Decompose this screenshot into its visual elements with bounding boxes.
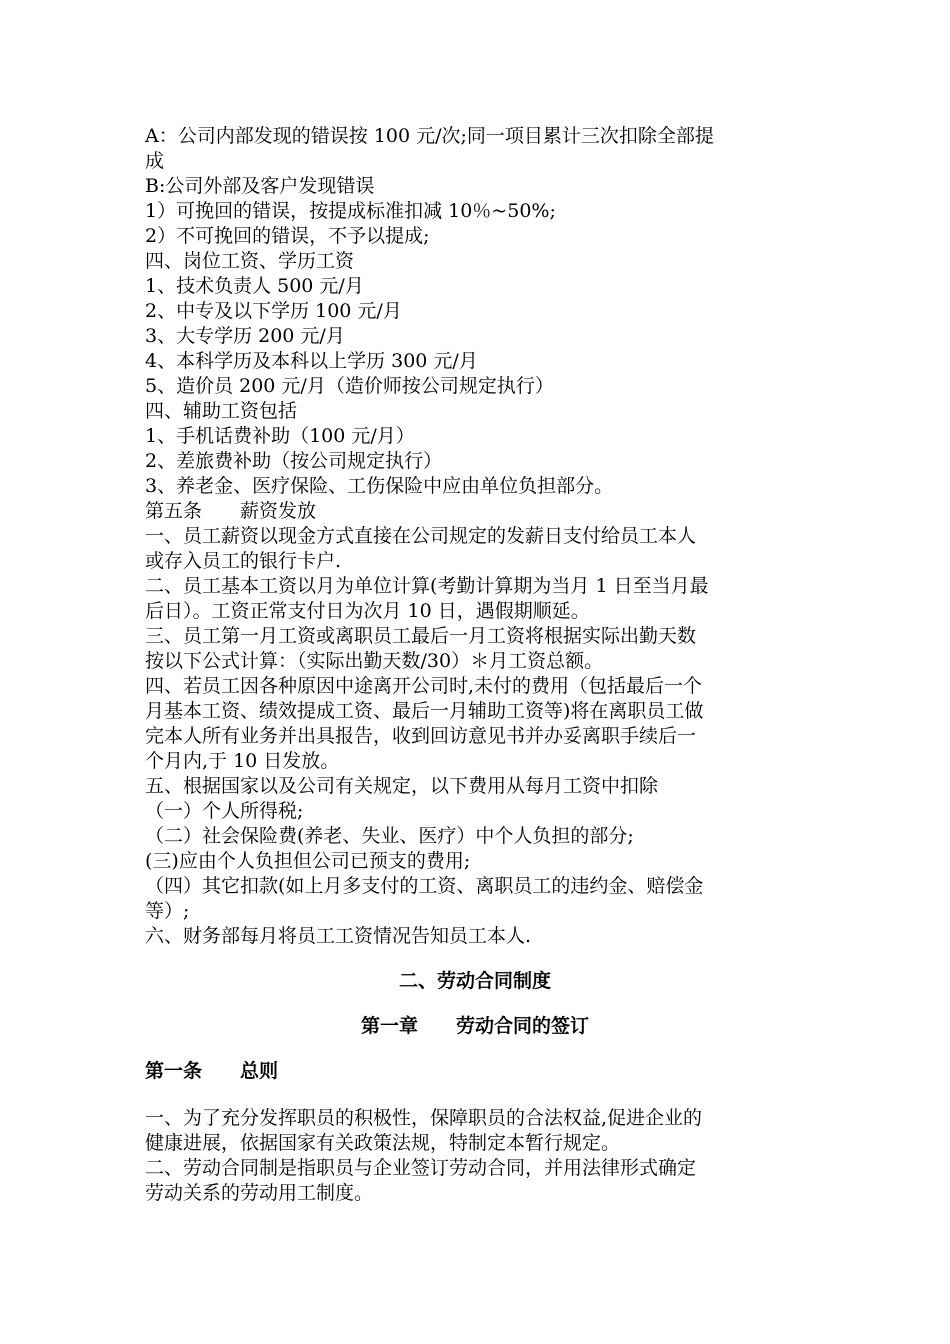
body-text-line: 四、若员工因各种原因中途离开公司时,未付的费用（包括最后一个 [145,675,703,697]
article-heading: 第一条 总则 [145,1060,279,1082]
body-text-line: 按以下公式计算：（实际出勤天数/30）＊月工资总额。 [145,650,604,672]
body-text-line: （四）其它扣款(如上月多支付的工资、离职员工的违约金、赔偿金 [145,875,704,897]
contract-general-rules [145,1106,805,1206]
document-page [145,124,805,1206]
body-text-line: 3、大专学历 200 元/月 [145,325,345,347]
article-body-spacer [145,1084,805,1106]
body-text-line: 二、员工基本工资以月为单位计算(考勤计算期为当月 1 日至当月最 [145,575,709,597]
body-text-line: 个月内,于 10 日发放。 [145,750,340,772]
chapter-heading-spacer [145,994,805,1014]
body-text-line: 五、根据国家以及公司有关规定，以下费用从每月工资中扣除 [145,775,659,797]
body-text-line: 或存入员工的银行卡户. [145,550,342,572]
body-text-line: 一、为了充分发挥职员的积极性，保障职员的合法权益,促进企业的 [145,1107,703,1129]
body-text-line: 六、财务部每月将员工工资情况告知员工本人. [145,925,532,947]
body-text-line: 四、岗位工资、学历工资 [145,250,355,272]
body-text-line: 四、辅助工资包括 [145,400,298,422]
body-text-line: 三、员工第一月工资或离职员工最后一月工资将根据实际出勤天数 [145,625,697,647]
body-text-line: 3、养老金、医疗保险、工伤保险中应由单位负担部分。 [145,475,614,497]
article-heading-spacer [145,1039,805,1059]
body-text-line: （二）社会保险费(养老、失业、医疗）中个人负担的部分; [145,825,634,847]
body-text-line: 2）不可挽回的错误，不予以提成; [145,225,430,247]
body-text-line: 等）; [145,900,190,922]
body-text-line: 健康进展，依据国家有关政策法规，特制定本暂行规定。 [145,1132,621,1154]
body-text-line: 完本人所有业务并出具报告，收到回访意见书并办妥离职手续后一 [145,725,697,747]
body-text-line: 一、员工薪资以现金方式直接在公司规定的发薪日支付给员工本人 [145,525,697,547]
body-text-line: 二、劳动合同制是指职员与企业签订劳动合同，并用法律形式确定 [145,1157,697,1179]
body-text-line: 1）可挽回的错误，按提成标准扣减 10％~50%; [145,200,556,222]
chapter-heading: 第一章 劳动合同的签订 [360,1015,589,1037]
body-text-line: 5、造价员 200 元/月（造价师按公司规定执行） [145,375,554,397]
body-text-line: 月基本工资、绩效提成工资、最后一月辅助工资等)将在离职员工做 [145,700,704,722]
body-text-line: （一）个人所得税; [145,800,304,822]
body-text-line: 后日）。工资正常支付日为次月 10 日，遇假期顺延。 [145,600,590,622]
body-text-line: 1、技术负责人 500 元/月 [145,275,364,297]
body-text-line: 劳动关系的劳动用工制度。 [145,1182,374,1204]
body-text-line: (三)应由个人负担但公司已预支的费用; [145,850,471,872]
section-heading-spacer [145,949,805,969]
body-text-line: 成 [145,150,165,172]
body-text-line: A：公司内部发现的错误按 100 元/次;同一项目累计三次扣除全部提 [145,125,714,147]
body-text-line: 第五条 薪资发放 [145,500,317,522]
body-text-line: 2、差旅费补助（按公司规定执行） [145,450,443,472]
body-text-line: 2、中专及以下学历 100 元/月 [145,300,402,322]
body-text-line: B:公司外部及客户发现错误 [145,175,375,197]
body-text-line: 4、本科学历及本科以上学历 300 元/月 [145,350,478,372]
salary-rules-section [145,124,805,949]
body-text-line: 1、手机话费补助（100 元/月） [145,425,415,447]
section-heading: 二、劳动合同制度 [398,970,551,992]
